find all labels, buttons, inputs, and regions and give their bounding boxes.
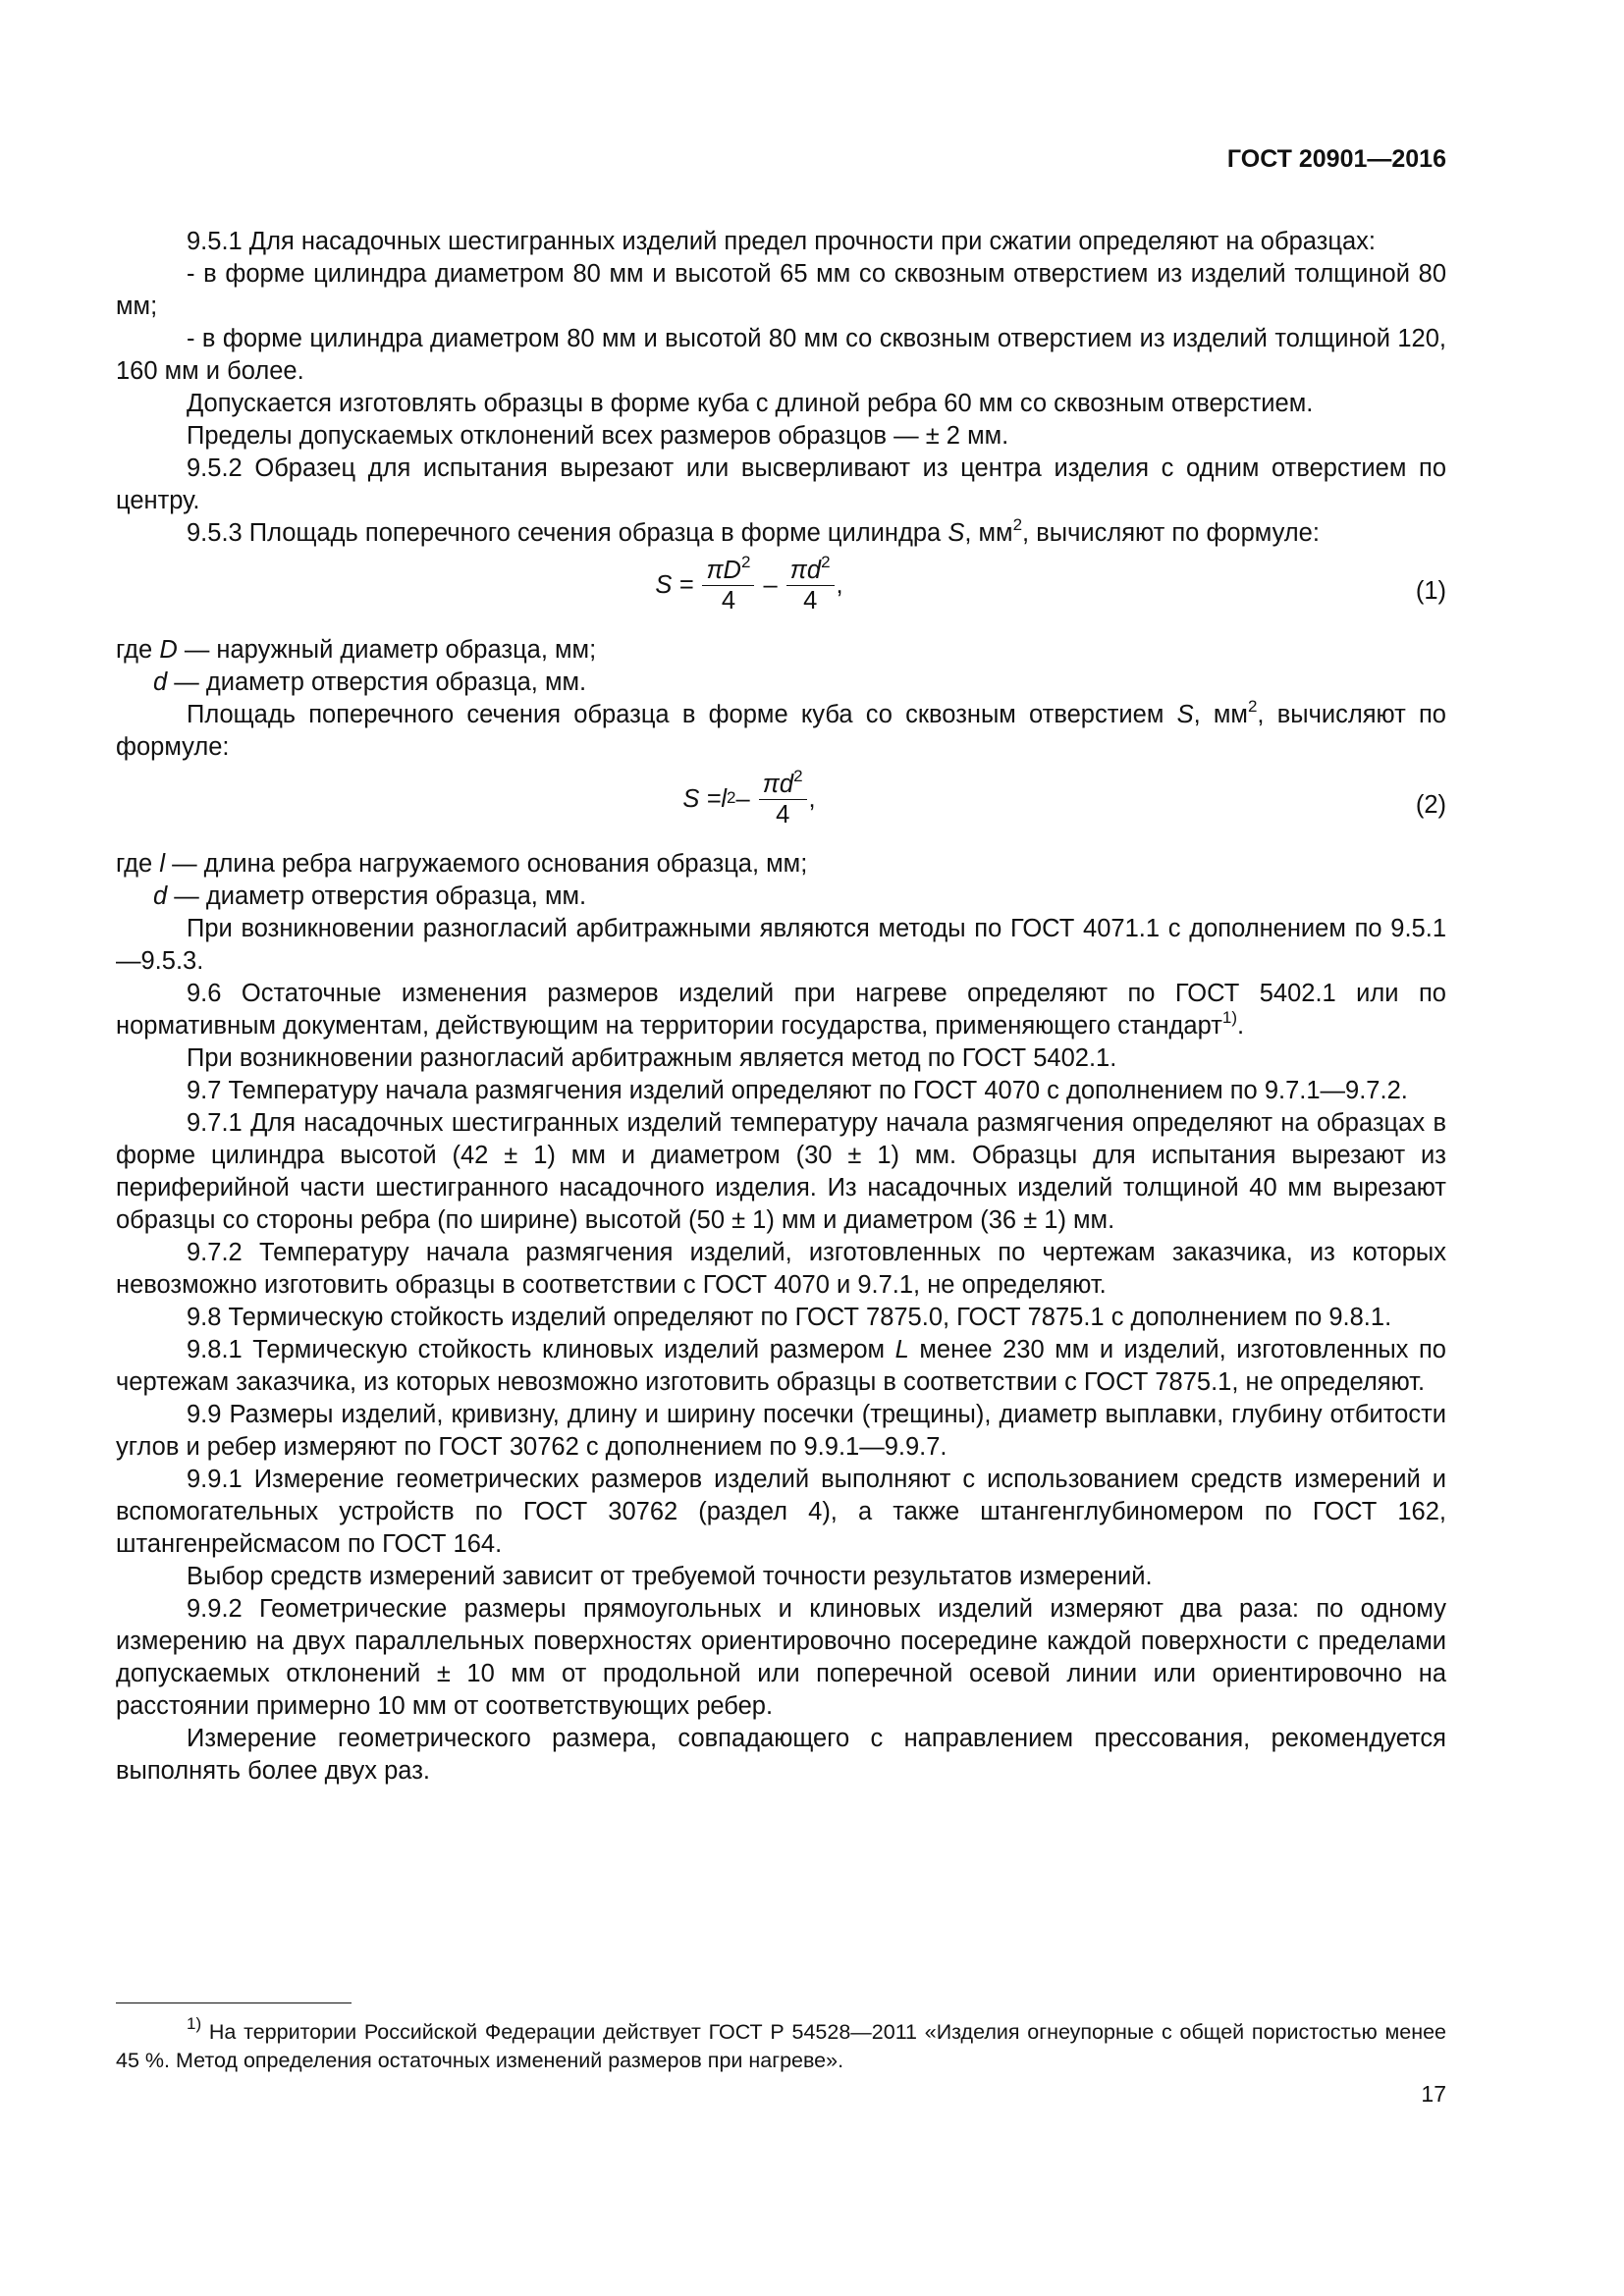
paragraph: Площадь поперечного сечения образца в форме куба со сквозным отверстием S, $мм^2$, вычисляют по формуле: <box>116 696 1446 761</box>
document-header: ГОСТ 20901—2016 <box>1226 145 1446 173</box>
fraction: $\frac{\pi d^2}{4}$ <box>786 556 835 615</box>
paragraph: Пределы допускаемых отклонений всех размеров образцов — ± 2 мм. <box>187 422 1009 450</box>
formula-legend: где D — наружный диаметр образца, мм; <box>116 636 597 664</box>
paragraph-9-7-2: 9.7.2 Температуру начала размягчения изделий, изготовленных по чертежам заказчика, из которых невозможно изготовить образцы в соответствии с ГОСТ 4070 и 9.7.1, не определяют. <box>116 1239 1446 1299</box>
formula-legend: d — диаметр отверстия образца, мм. <box>153 882 587 910</box>
formula-lhs: S = <box>682 785 722 813</box>
paragraph-9-7: 9.7 Температуру начала размягчения изделий определяют по ГОСТ 4070 с дополнением по 9.7.1—9.7.2. <box>187 1077 1408 1104</box>
formula-legend: d — диаметр отверстия образца, мм. <box>153 668 587 696</box>
paragraph-9-5-2: 9.5.2 Образец для испытания вырезают или высверливают из центра изделия с одним отверстием по центру. <box>116 454 1446 514</box>
formula-legend: где l — длина ребра нагружаемого основания образца, мм; <box>116 850 808 878</box>
formula-number: (2) <box>1415 791 1446 819</box>
paragraph-9-8: 9.8 Термическую стойкость изделий определяют по ГОСТ 7875.0, ГОСТ 7875.1 с дополнением по 9.8.1. <box>187 1304 1392 1331</box>
paragraph-9-9-2: 9.9.2 Геометрические размеры прямоугольных и клиновых изделий измеряют два раза: по одному измерению на двух параллельных поверхностях ориентировочно посередине каждой поверхности с пределами допускаемых отклонений ± 10 мм от продольной или поперечной осевой линии или ориентировочно на расстоянии примерно 10 мм от соответствующих ребер. <box>116 1595 1446 1720</box>
paragraph: При возникновении разногласий арбитражным является метод по ГОСТ 5402.1. <box>187 1044 1117 1072</box>
list-item: - в форме цилиндра диаметром 80 мм и высотой 80 мм со сквозным отверстием из изделий толщиной 120, 160 мм и более. <box>116 325 1446 385</box>
formula-number: (1) <box>1415 577 1446 605</box>
paragraph: При возникновении разногласий арбитражными являются методы по ГОСТ 4071.1 с дополнением по 9.5.1—9.5.3. <box>116 915 1446 975</box>
formula-2: $S =l^2-$ $\frac{\pi d^2}{4}$ , (2) <box>682 766 1446 828</box>
paragraph-9-5-1: 9.5.1 Для насадочных шестигранных изделий предел прочности при сжатии определяют на образцах: <box>187 228 1376 255</box>
formula-lhs: S = <box>655 571 694 599</box>
list-item: - в форме цилиндра диаметром 80 мм и высотой 65 мм со сквозным отверстием из изделий толщиной 80 мм; <box>116 260 1446 320</box>
paragraph-9-8-1: 9.8.1 Термическую стойкость клиновых изделий размером L менее 230 мм и изделий, изготовленных по чертежам заказчика, из которых невозможно изготовить образцы в соответствии с ГОСТ 7875.1, не определяют. <box>116 1336 1446 1396</box>
fraction: $\frac{\pi d^2}{4}$ <box>759 770 807 829</box>
paragraph-9-6: 9.6 Остаточные изменения размеров изделий при нагреве определяют по ГОСТ 5402.1 или по нормативным документам, действующим на территории государства, применяющего стандарт$^{1)}$. <box>116 980 1446 1040</box>
paragraph-9-9-1: 9.9.1 Измерение геометрических размеров изделий выполняют с использованием средств измерений и вспомогательных устройств по ГОСТ 30762 (раздел 4), а также штангенглубиномером по ГОСТ 162, штангенрейсмасом по ГОСТ 164. <box>116 1466 1446 1558</box>
fraction: $\frac{\pi D^2}{4}$ <box>702 556 754 615</box>
paragraph: Выбор средств измерений зависит от требуемой точности результатов измерений. <box>187 1563 1153 1590</box>
footnote: $^{1)}$ На территории Российской Федерации действует ГОСТ Р 54528—2011 «Изделия огнеупорные с общей пористостью менее 45 %. Метод определения остаточных изменений размеров при нагреве». <box>116 2013 1446 2072</box>
page-number: 17 <box>1421 2081 1446 2107</box>
paragraph: Допускается изготовлять образцы в форме куба с длиной ребра 60 мм со сквозным отверстием. <box>187 390 1314 417</box>
footnote-divider <box>116 2002 352 2003</box>
paragraph-9-5-3: 9.5.3 Площадь поперечного сечения образца в форме цилиндра S, $мм^2$, вычисляют по формуле: <box>187 514 1320 547</box>
paragraph-9-7-1: 9.7.1 Для насадочных шестигранных изделий температуру начала размягчения определяют на образцах в форме цилиндра высотой (42 ± 1) мм и диаметром (30 ± 1) мм. Образцы для испытания вырезают из периферийной части шестигранного насадочного изделия. Из насадочных изделий толщиной 40 мм вырезают образцы со стороны ребра (по ширине) высотой (50 ± 1) мм и диаметром (36 ± 1) мм. <box>116 1109 1446 1234</box>
formula-1: S = $\frac{\pi D^2}{4}$ – $\frac{\pi d^2}{4}$ , (1) <box>655 552 1446 614</box>
document-body <box>116 226 1446 1788</box>
paragraph-9-9: 9.9 Размеры изделий, кривизну, длину и ширину посечки (трещины), диаметр выплавки, глубину отбитости углов и ребер измеряют по ГОСТ 30762 с дополнением по 9.9.1—9.9.7. <box>116 1401 1446 1461</box>
paragraph: Измерение геометрического размера, совпадающего с направлением прессования, рекомендуется выполнять более двух раз. <box>116 1725 1446 1785</box>
